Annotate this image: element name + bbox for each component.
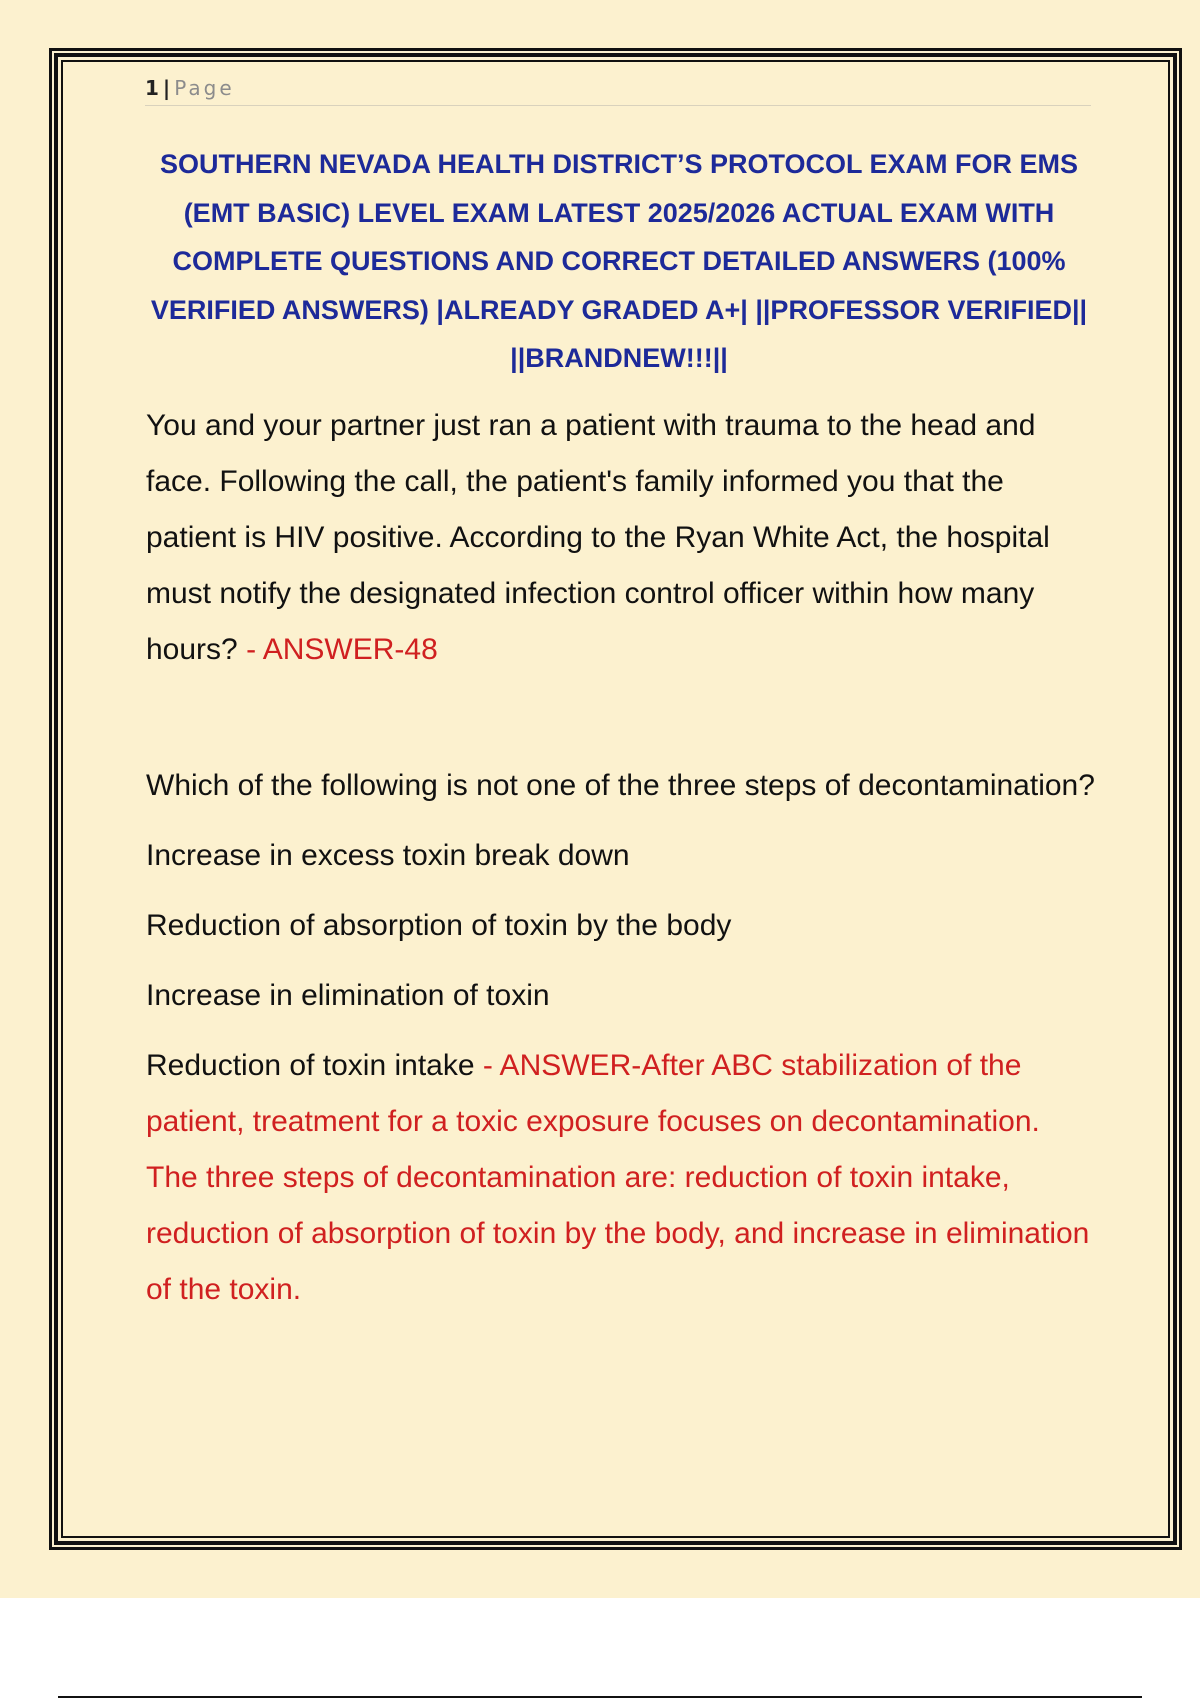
- question-2-option-2: Reduction of absorption of toxin by the body: [146, 909, 732, 942]
- page-label: Page: [174, 76, 235, 100]
- question-2-answer: - ANSWER-After ABC stabilization of the patient, treatment for a toxic exposure focuses on decontamination. The three steps of decontamination are: reduction of toxin intake, reduction of absorption of toxin by the body, and increase in elimination of the toxin.: [146, 1049, 1090, 1306]
- page-number: 1: [145, 76, 159, 100]
- page-header-separator: |: [162, 76, 171, 100]
- document-title: SOUTHERN NEVADA HEALTH DISTRICT’S PROTOCOL EXAM FOR EMS (EMT BASIC) LEVEL EXAM LATEST 2025/2026 ACTUAL EXAM WITH COMPLETE QUESTIONS AND CORRECT DETAILED ANSWERS (100% VERIFIED ANSWERS) |ALREADY GRADED A+| ||PROFESSOR VERIFIED|| ||BRANDNEW!!!||: [150, 149, 1088, 373]
- page-header: [145, 74, 1091, 106]
- footer-rule: [58, 1696, 1142, 1698]
- question-2-option-3: Increase in elimination of toxin: [146, 979, 550, 1012]
- question-1: [146, 398, 1096, 678]
- question-2-text: Which of the following is not one of the three steps of decontamination?: [146, 769, 1095, 802]
- question-1-answer: - ANSWER-48: [246, 633, 438, 666]
- question-2-option-4: [146, 1038, 1096, 1318]
- question-2-option-1: Increase in excess toxin break down: [146, 839, 630, 872]
- question-2-option-4-text: Reduction of toxin intake: [146, 1049, 475, 1082]
- document-body: [146, 398, 1096, 1318]
- question-1-text: You and your partner just ran a patient with trauma to the head and face. Following the call, the patient's family informed you that the patient is HIV positive. According to the Ryan White Act, the hospital must notify the designated infection control officer within how many hours?: [146, 409, 1050, 666]
